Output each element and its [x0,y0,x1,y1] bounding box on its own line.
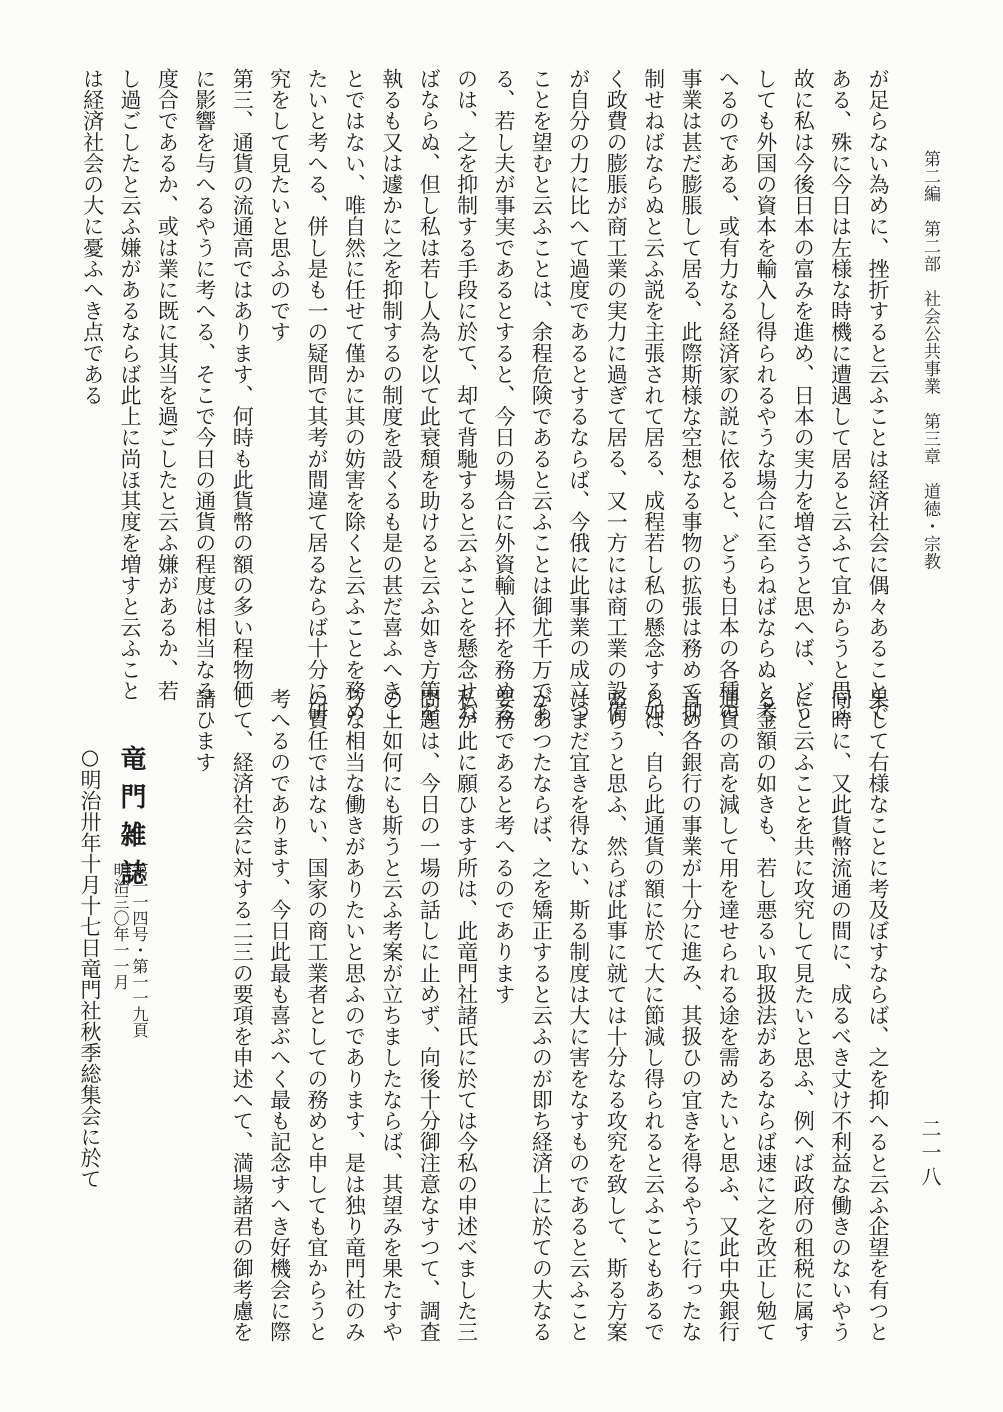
source-journal-title: 竜門雑誌 [116,745,146,897]
text-column: は経済社会の大に憂ふへき点である [80,68,105,406]
text-column: 私が此に願ひます所は、此竜門社諸氏に於ては今私の申述べました三 [454,688,479,1343]
text-column: る金額の如きも、若し悪るい取扱法があるならば速に之を改正し勉て [753,688,778,1343]
text-column: うな相当な働きがありたいと思ふのであります、是は独り竜門社のみ [342,688,367,1343]
text-column: に影響を与へるやうに考へる、そこで今日の通貨の程度は相当なる [192,68,217,701]
text-column: く政費の膨脹が商工業の実力に過ぎて居る、又一方には商工業の設備 [604,68,629,723]
source-issue-date: 明治三〇年一一月 [111,862,130,990]
text-column: ばならぬ、但し私は若し人為を以て此衰頽を助けると云ふ如き方策を [417,68,442,723]
text-column: 事業は甚だ膨脹して居る、此際斯様な空想なる事物の拡張は務めて抑 [679,68,703,723]
running-header: 第二編 第二部 社会公共事業 第三章 道徳・宗教 [920,150,940,570]
text-column: ある、殊に今日は左様な時機に遭遇して居ると云ふて宜からうと思ふ [828,68,853,723]
text-column: とではない、唯自然に任せて僅かに其の妨害を除くと云ふことを務め [342,68,367,723]
text-column: 究をして見たいと思ふのです [267,68,292,343]
text-column: して、経済社会に対する二三の要項を申述へて、満場諸君の御考慮を [230,688,255,1343]
text-column: が自分の力に比へて過度であるとするならば、今俄に此事業の成立つ [566,68,591,723]
text-column: の責任ではない、国家の商工業者としての務めと申しても宜からうと [305,688,329,1343]
text-column: にと云ふことを共に攻究して見たいと思ふ、例へば政府の租税に属す [791,688,816,1343]
text-column: 故に私は今後日本の富みを進め、日本の実力を増さうと思へば、どう [791,68,816,723]
text-column: 第三、通貨の流通高ではあります、何時も此貨幣の額の多い程物価 [230,68,255,701]
text-column: 通貨の高を減して用を達せられる途を需めたいと思ふ、又此中央銀行 [716,688,741,1343]
text-column: 果して右様なことに考及ぼすならば、之を抑へると云ふ企望を有つと [866,688,890,1343]
text-column: し過ごしたと云ふ嫌があるならば此上に尚ほ其度を増すと云ふこと [118,68,142,701]
text-column: へるのである、或有力なる経済家の説に依ると、どうも日本の各種の [716,68,741,723]
text-column: らば、自ら此通貨の額に於て大に節減し得られると云ふこともあるで [641,688,666,1343]
text-column: 要務であると考へるのであります [492,688,516,1005]
text-column: ことを望むと云ふことは、余程危険であると云ふことは御尤千万であ [529,68,554,723]
text-column: 考へるのであります、今日此最も喜ぶへく最も記念すへき好機会に際 [267,688,292,1343]
source-issue [111,862,149,1038]
page-number: 二一八 [918,1118,942,1190]
text-column: はまだ宜きを得ない、斯る制度は大に害をなすものであると云ふこと [566,688,591,1343]
text-column: 同時に、又此貨幣流通の間に、成るべき丈け不利益な働きのないやう [828,688,853,1343]
source-event-note: ○明治卅年十月十七日竜門社秋季総集会に於て [78,745,102,1189]
text-column: る、若し夫が事実であるとすると、今日の場合に外資輸入抔を務める [492,68,516,723]
text-column: 制せねばならぬと云ふ説を主張されて居る、成程若し私の懸念する如 [641,68,666,723]
text-column: が足らない為めに、挫折すると云ふことは経済社会に偶々あることで [866,68,890,723]
text-column: たいと考へる、併し是も一の疑問で其考が間違て居るならば十分に研 [305,68,329,723]
source-issue-number: 第一一四号・第一一九頁 [130,862,149,1038]
text-column: 請ひます [192,688,217,773]
text-column: しても外国の資本を輸入し得られるやうな場合に至らねばならぬと考 [753,68,778,723]
text-column: があつたならば、之を矯正すると云ふのが即ち経済上に於ての大なる [529,688,554,1343]
text-column: の上如何にも斯うと云ふ考案が立ちましたならば、其望みを果たすや [379,688,404,1343]
text-column: 首め各銀行の事業が十分に進み、其扱ひの宜きを得るやうに行ったな [679,688,703,1343]
text-column: 度合であるか、或は業に既に其当を過ごしたと云ふ嫌があるか、若 [155,68,180,701]
text-column: 問題は、今日の一場の話しに止めず、向後十分御注意なすつて、調査 [417,688,442,1343]
text-column: 執るも又は遽かに之を抑制するの制度を設くるも是の甚だ喜ふへきこ [379,68,404,723]
text-column: あらうと思ふ、然らば此事に就ては十分なる攻究を致して、斯る方案 [604,688,629,1343]
text-column: のは、之を抑制する手段に於て、却て背馳すると云ふことを懸念せね [454,68,479,723]
